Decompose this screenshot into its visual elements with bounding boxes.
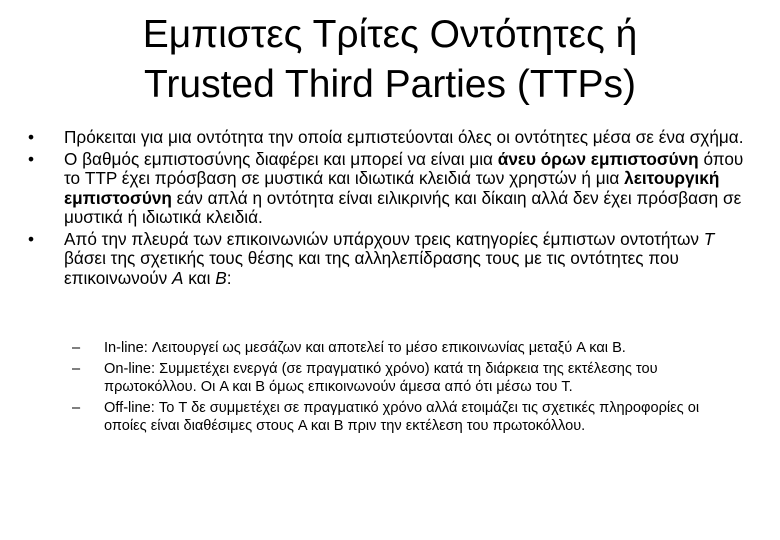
bullet-item [28, 150, 748, 228]
bullet-item [28, 230, 748, 289]
bullet-text: Από την πλευρά των επικοινωνιών υπάρχουν τρεις κατηγορίες έμπιστων οντοτήτων [64, 228, 704, 249]
sub-bullet-text: Off-line: Το T δε συμμετέχει σε πραγματικό χρόνο αλλά ετοιμάζει τις σχετικές πληροφορίες οι οποίες είναι διαθέσιμες στους A και B πριν την εκτέλεση του πρωτοκόλλου. [104, 400, 700, 434]
sub-bullet-item [72, 399, 742, 435]
dash-marker: – [72, 361, 81, 377]
title-line-2: Trusted Third Parties (TTPs) [144, 63, 636, 106]
bullet-italic-text: A [172, 267, 184, 288]
bullet-text: και [183, 267, 216, 288]
slide-title [60, 10, 720, 110]
bullet-text: εάν απλά η οντότητα είναι ειλικρινής και δίκαιη αλλά δεν έχει πρόσβαση σε μυστικά ή ιδιωτικά κλειδιά. [64, 187, 742, 227]
sub-bullet-item [72, 339, 742, 357]
bullet-bold-text: λειτουργική εμπιστοσύνη [64, 168, 720, 208]
sub-bullet-text: In-line: Λειτουργεί ως μεσάζων και αποτελεί το μέσο επικοινωνίας μεταξύ A και B. [104, 340, 626, 356]
bullet-text: Ο βαθμός εμπιστοσύνης διαφέρει και μπορεί να είναι μια [64, 148, 498, 169]
bullet-item [28, 128, 748, 148]
dash-marker: – [72, 340, 81, 356]
dash-marker: – [72, 400, 81, 416]
bullet-list [28, 128, 748, 290]
sub-bullet-list [72, 339, 742, 438]
bullet-italic-text: B [215, 267, 227, 288]
sub-bullet-item [72, 360, 742, 396]
bullet-text: Πρόκειται για μια οντότητα την οποία εμπιστεύονται όλες οι οντότητες μέσα σε ένα σχήμα. [64, 127, 744, 147]
bullet-text: όπου το TTP έχει πρόσβαση σε μυστικά και ιδιωτικά κλειδιά των χρηστών ή μια [64, 148, 744, 188]
bullet-marker: • [28, 228, 35, 249]
bullet-marker: • [28, 127, 35, 147]
title-line-1: Εμπιστες Τρίτες Οντότητες ή [142, 13, 638, 56]
bullet-marker: • [28, 148, 35, 169]
bullet-bold-text: άνευ όρων εμπιστοσύνη [497, 148, 699, 169]
bullet-italic-text: T [703, 228, 715, 249]
bullet-text: : [226, 267, 232, 288]
sub-bullet-text: On-line: Συμμετέχει ενεργά (σε πραγματικό χρόνο) κατά τη διάρκεια της εκτέλεσης του πρωτοκόλλου. Οι A και B όμως επικοινωνούν άμεσα από ότι μέσω του T. [104, 361, 658, 395]
bullet-text: βάσει της σχετικής τους θέσης και της αλληλεπίδρασης τους με τις οντότητες που επικοινωνούν [64, 248, 679, 288]
